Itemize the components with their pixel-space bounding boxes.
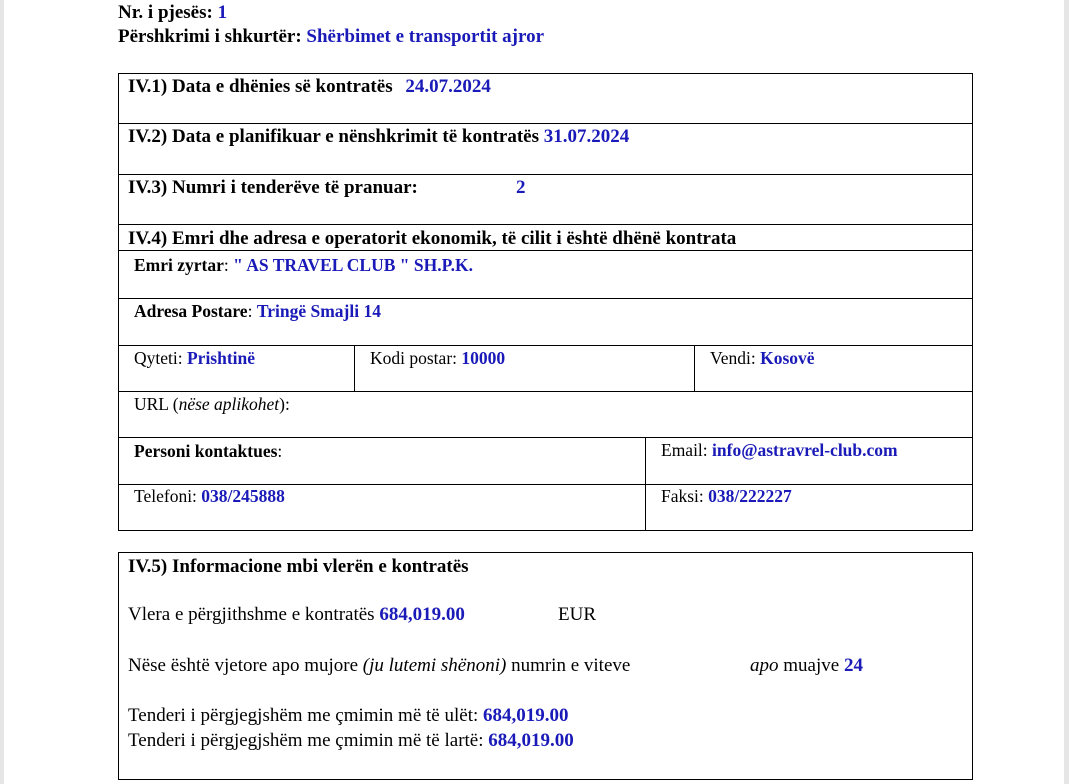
fax-value: 038/222227 (708, 486, 792, 506)
highest-tender-label: Tenderi i përgjegjshëm me çmimin më të lartë: (128, 730, 484, 751)
city-cell (134, 348, 255, 369)
planned-signing-date-value: 31.07.2024 (543, 126, 630, 147)
divider (118, 345, 973, 346)
tenders-received-label: IV.3) Numri i tenderëve të pranuar: (128, 177, 418, 198)
phone-label: Telefoni: (134, 486, 197, 506)
divider (118, 174, 973, 175)
highest-tender-value: 684,019.00 (488, 730, 574, 751)
section-iv3 (128, 177, 418, 199)
column-divider (694, 345, 695, 391)
months-cell (750, 655, 863, 677)
or-word: apo (750, 655, 779, 676)
short-description-line (118, 26, 544, 48)
email-value: info@astravrel-club.com (712, 440, 898, 460)
postal-address-label: Adresa Postare (134, 301, 248, 321)
official-name-label: Emri zyrtar (134, 255, 224, 275)
duration-italic-note: (ju lutemi shënoni) (362, 655, 507, 676)
tenders-received-value: 2 (516, 177, 526, 198)
lowest-tender-label: Tenderi i përgjegjshëm me çmimin më të ulët: (128, 705, 479, 726)
email-cell (661, 440, 898, 461)
url-row (134, 394, 290, 415)
column-divider (645, 437, 646, 531)
contact-person-row: Personi kontaktues: (134, 441, 283, 461)
currency: EUR (558, 604, 596, 625)
divider (118, 391, 973, 392)
months-value: 24 (843, 655, 863, 676)
email-label: Email: (661, 440, 708, 460)
url-end: ): (279, 394, 290, 414)
url-label: URL ( (134, 394, 179, 414)
section-iv4-title: IV.4) Emri dhe adresa e operatorit ekonomik, të cilit i është dhënë kontrata (128, 228, 737, 249)
phone-value: 038/245888 (201, 486, 285, 506)
lowest-tender-value: 684,019.00 (483, 705, 569, 726)
country-cell (710, 348, 815, 369)
contact-person-label: Personi kontaktues (134, 441, 278, 461)
total-value-amount: 684,019.00 (379, 604, 465, 625)
divider (118, 250, 973, 251)
total-value-label: Vlera e përgjithshme e kontratës (128, 604, 375, 625)
divider (118, 123, 973, 124)
planned-signing-date-label: IV.2) Data e planifikuar e nënshkrimit të kontratës (128, 126, 539, 147)
contract-award-date-label: IV.1) Data e dhënies së kontratës (128, 76, 393, 97)
divider (118, 484, 973, 485)
divider (118, 298, 973, 299)
divider (118, 224, 973, 225)
country-label: Vendi: (710, 348, 756, 368)
duration-row (128, 655, 630, 677)
country-value: Kosovë (760, 348, 815, 368)
postal-address-value: Tringë Smajli 14 (256, 301, 381, 321)
postal-code-value: 10000 (461, 348, 506, 368)
highest-tender-row (128, 730, 574, 752)
postal-code-label: Kodi postar: (370, 348, 458, 368)
months-label: muajve (783, 655, 840, 676)
column-divider (354, 345, 355, 391)
total-value-row (128, 604, 465, 626)
contract-award-date-value: 24.07.2024 (405, 76, 491, 97)
url-italic: nëse aplikohet (178, 394, 280, 414)
short-description-value: Shërbimet e transportit ajror (306, 26, 545, 47)
postal-code-cell (370, 348, 505, 369)
section-iv1 (128, 76, 491, 98)
fax-cell (661, 486, 792, 507)
postal-address-row: Adresa Postare: Tringë Smajli 14 (134, 301, 381, 321)
city-label: Qyteti: (134, 348, 183, 368)
phone-cell (134, 486, 285, 507)
short-description-label: Përshkrimi i shkurtër: (118, 26, 302, 47)
document-page (4, 0, 1064, 784)
official-name-row: Emri zyrtar: " AS TRAVEL CLUB " SH.P.K. (134, 255, 474, 275)
part-number-value: 1 (217, 2, 228, 23)
part-number-label: Nr. i pjesës (118, 2, 207, 23)
fax-label: Faksi: (661, 486, 704, 506)
part-number-line: Nr. i pjesës: 1 (118, 2, 228, 23)
city-value: Prishtinë (186, 348, 256, 368)
duration-text: Nëse është vjetore apo mujore (128, 655, 359, 676)
official-name-value: " AS TRAVEL CLUB " SH.P.K. (233, 255, 474, 275)
duration-years-label: numrin e viteve (511, 655, 631, 676)
lowest-tender-row (128, 705, 569, 727)
section-iv5-title: IV.5) Informacione mbi vlerën e kontratës (128, 556, 469, 577)
divider (118, 437, 973, 438)
section-iv2 (128, 126, 629, 148)
